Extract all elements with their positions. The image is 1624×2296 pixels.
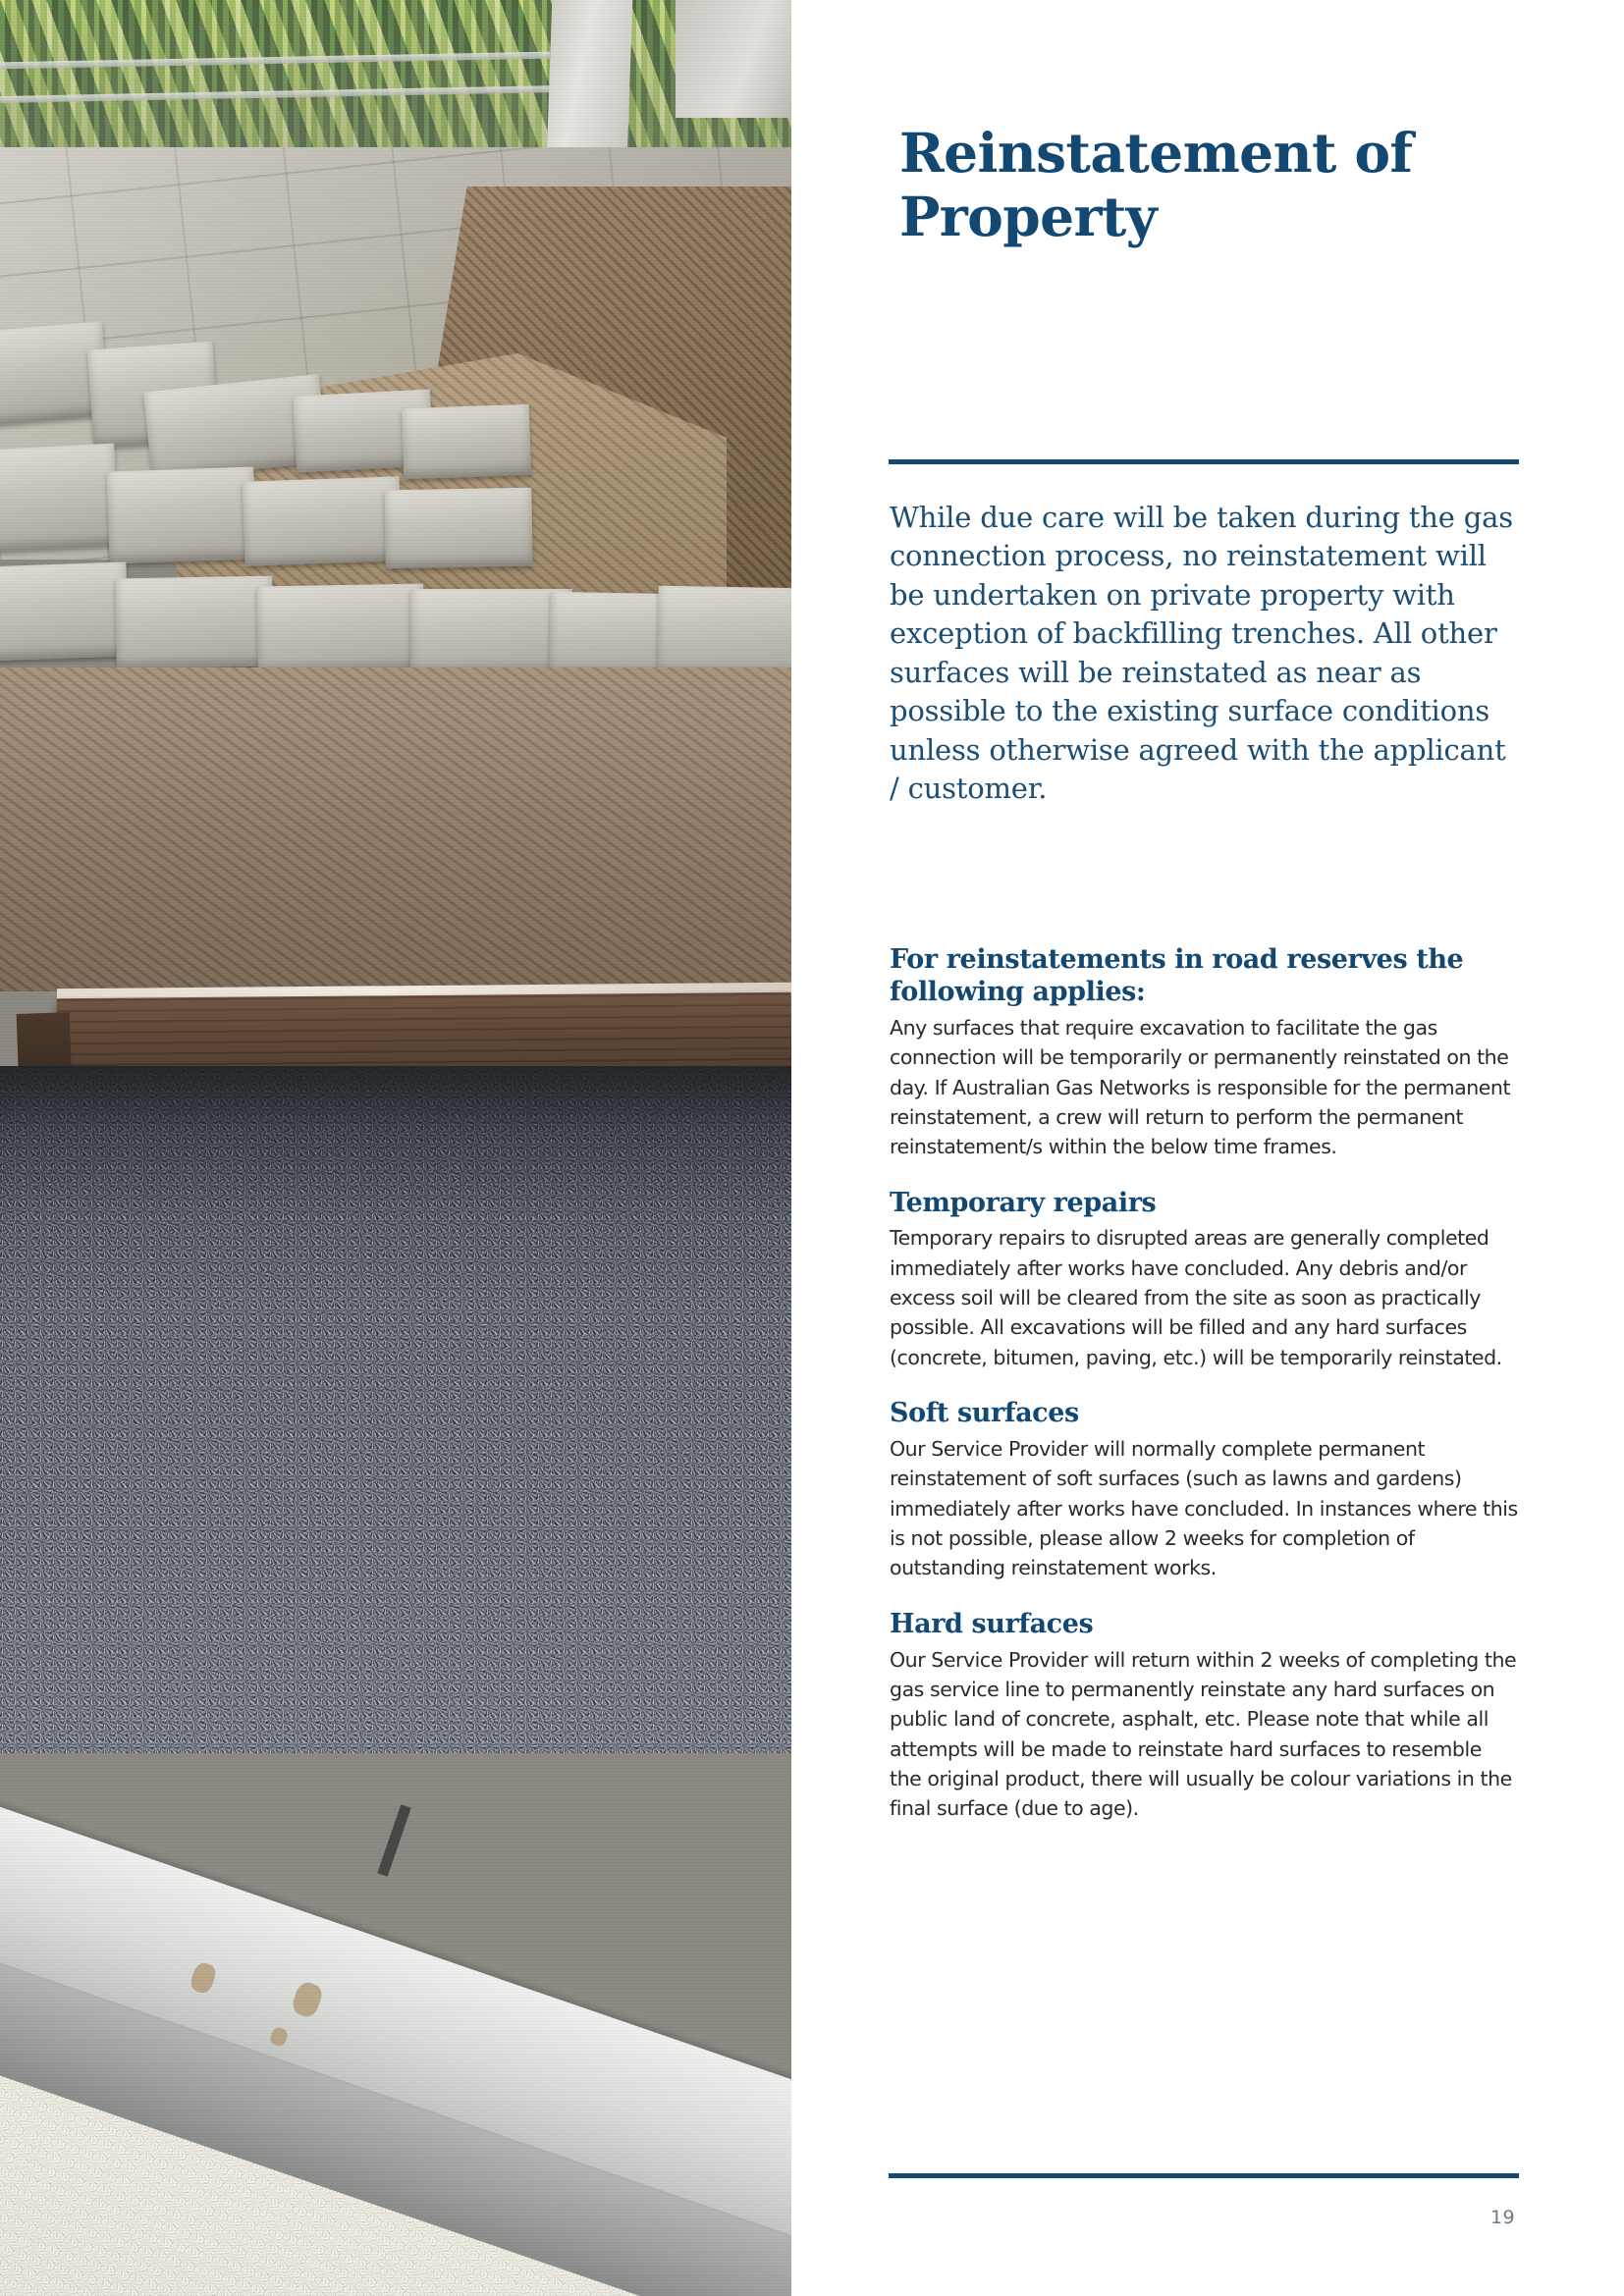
section-temporary-repairs (890, 1188, 1518, 1373)
section-body: Temporary repairs to disrupted areas are generally completed immediately after works have concluded. Any debris and/or excess soil will be cleared from the site as soon as practically possible. All excavations will be filled and any hard surfaces (concrete, bitumen, paving, etc.) will be temporarily reinstated. (890, 1226, 1502, 1369)
section-body: Any surfaces that require excavation to facilitate the gas connection will be temporarily or permanently reinstated on the day. If Australian Gas Networks is responsible for the permanent reinstatement, a crew will return to perform the permanent reinstatement/s within the below time frames. (890, 1015, 1511, 1159)
concrete-block (384, 488, 532, 569)
section-body: Our Service Provider will normally complete permanent reinstatement of soft surfaces (such as lawns and gardens) immediately after works have concluded. In instances where this is not possible, please allow 2 weeks for completion of outstanding reinstatement works. (890, 1437, 1518, 1580)
intro-paragraph: While due care will be taken during the gas connection process, no reinstatement will be undertaken on private property with exception of backfilling trenches. All other surfaces will be reinstated as near as possible to the existing surface conditions unless otherwise agreed with the applicant / customer. (890, 501, 1513, 806)
top-divider-rule (889, 459, 1519, 464)
section-soft-surfaces (890, 1398, 1518, 1583)
concrete-post (676, 0, 791, 118)
asphalt-shadow (0, 1066, 791, 1131)
concrete-block (256, 584, 425, 673)
section-heading: Hard surfaces (890, 1608, 1094, 1639)
section-hard-surfaces (890, 1609, 1518, 1824)
concrete-block (402, 404, 531, 479)
section-body: Our Service Provider will return within 2 weeks of completing the gas service line to permanently reinstate any hard surfaces on public land of concrete, asphalt, etc. Please note that while all attempts will be made to reinstate hard surfaces to resemble the original product, there will usually be colour variations in the final surface (due to age). (890, 1647, 1517, 1821)
section-list (890, 944, 1518, 1824)
bottom-divider-rule (889, 2173, 1519, 2178)
construction-site-photo (0, 0, 791, 2296)
section-road-reserves (890, 944, 1518, 1162)
concrete-block (410, 589, 572, 673)
timber-plank (57, 992, 791, 1078)
concrete-block (243, 476, 403, 566)
page-title: Reinstatement of Property (899, 121, 1413, 248)
concrete-block (115, 576, 274, 669)
page-number: 19 (1490, 2207, 1515, 2228)
section-heading: For reinstatements in road reserves the following applies: (890, 944, 1464, 1007)
content-column (889, 0, 1519, 2296)
section-heading: Temporary repairs (890, 1187, 1157, 1218)
concrete-block (0, 561, 130, 661)
concrete-block (0, 444, 120, 553)
concrete-block (657, 586, 791, 677)
section-heading: Soft surfaces (890, 1398, 1079, 1429)
asphalt-road-surface (0, 1066, 791, 1753)
kerb-expansion-joint (377, 1804, 410, 1877)
concrete-block (106, 466, 256, 563)
dirt-strip (0, 667, 791, 991)
